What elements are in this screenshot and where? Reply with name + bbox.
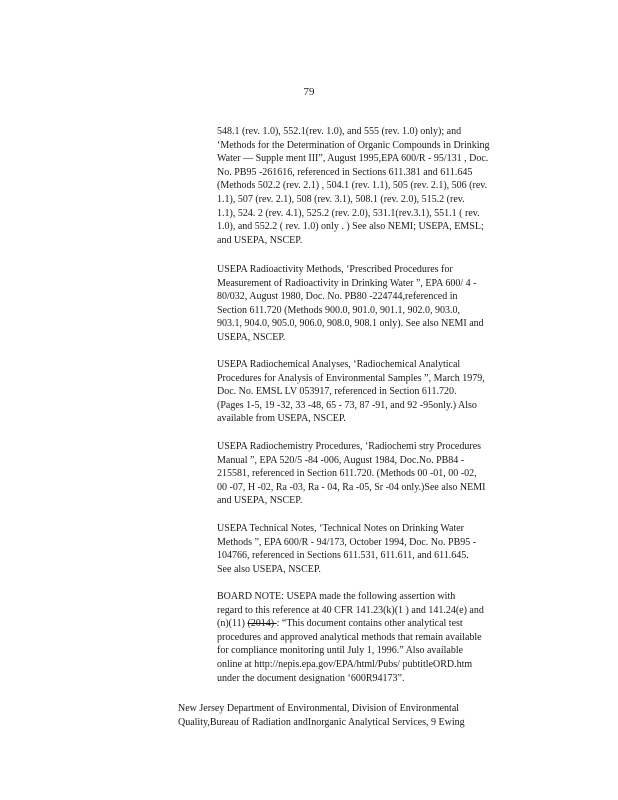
text-line: See also USEPA, NSCEP. [217, 563, 321, 575]
text-line: 215581, referenced in Section 611.720. (Methods 00 -01, 00 -02, [217, 468, 477, 480]
text-line: 80/032, August 1980, Doc. No. PB80 -224744,referenced in [217, 291, 458, 303]
text-line: 00 -07, H -02, Ra -03, Ra - 04, Ra -05, Sr -04 only.)See also NEMI [217, 481, 486, 493]
reference-paragraph-radiochemical-analyses [217, 358, 540, 426]
text-line: for compliance monitoring until July 1, 1996.” Also available [217, 645, 464, 657]
text-line: Procedures for Analysis of Environmental Samples ”, March 1979, [217, 372, 485, 384]
text-line: 903.1, 904.0, 905.0, 906.0, 908.0, 908.1 only). See also NEMI and [217, 318, 484, 330]
text-line [217, 617, 540, 631]
text-line: USEPA Radiochemistry Procedures, ‘Radiochemi stry Procedures [217, 441, 482, 452]
note-citation-text: (n)(11) [217, 618, 248, 630]
text-line: USEPA, NSCEP. [217, 331, 286, 343]
text-line: No. PB95 -261616, referenced in Sections 611.381 and 611.645 [217, 166, 473, 178]
text-line: online at http://nepis.epa.gov/EPA/html/Pubs/ pubtitleORD.htm [217, 658, 473, 670]
text-line: Doc. No. EMSL LV 053917, referenced in Section 611.720. [217, 386, 457, 398]
text-line: Section 611.720 (Methods 900.0, 901.0, 901.1, 902.0, 903.0, [217, 304, 460, 316]
text-line: under the document designation ‘600R94173”. [217, 672, 405, 684]
text-line: and USEPA, NSCEP. [217, 495, 303, 507]
text-line: Measurement of Radioactivity in Drinking Water ”, EPA 600/ 4 - [217, 277, 477, 289]
text-line: BOARD NOTE: USEPA made the following assertion with [217, 591, 456, 602]
board-note-paragraph [217, 590, 540, 685]
text-line: (Pages 1-5, 19 -32, 33 -48, 65 - 73, 87 -91, and 92 -95only.) Also [217, 399, 477, 411]
text-line: 104766, referenced in Sections 611.531, 611.611, and 611.645. [217, 550, 469, 562]
text-line: USEPA Radiochemical Analyses, ‘Radiochemical Analytical [217, 359, 461, 370]
reference-paragraph-radiochemistry-procedures [217, 440, 540, 508]
note-quote-text: : “This document contains other analytical test [276, 618, 463, 630]
reference-paragraph-new-jersey [178, 702, 498, 729]
text-line: Manual ”, EPA 520/5 -84 -006, August 1984, Doc.No. PB84 - [217, 454, 465, 466]
text-line: USEPA Technical Notes, ‘Technical Notes on Drinking Water [217, 523, 465, 534]
text-line: 1.1), 507 (rev. 2.1), 508 (rev. 3.1), 508.1 (rev. 2.0), 515.2 (rev. [217, 193, 465, 205]
text-line: regard to this reference at 40 CFR 141.23(k)(1 ) and 141.24(e) and [217, 604, 484, 616]
text-line: Methods ”, EPA 600/R - 94/173, October 1994, Doc. No. PB95 - [217, 536, 477, 548]
reference-paragraph-radioactivity-methods [217, 263, 540, 345]
text-line: procedures and approved analytical methods that remain available [217, 631, 482, 643]
reference-paragraph-organic-methods [217, 125, 540, 247]
text-line: and USEPA, NSCEP. [217, 234, 303, 246]
text-line: New Jersey Department of Environmental, Division of Environmental [178, 703, 460, 714]
struck-text: (2014) [247, 618, 277, 630]
text-line: available from USEPA, NSCEP. [217, 413, 346, 425]
text-line: 1.0), and 552.2 ( rev. 1.0) only . ) See also NEMI; USEPA, EMSL; [217, 221, 484, 233]
text-line: 548.1 (rev. 1.0), 552.1(rev. 1.0), and 555 (rev. 1.0) only); and [217, 126, 462, 137]
reference-paragraph-technical-notes [217, 522, 540, 576]
text-line: Quality,Bureau of Radiation andInorganic Analytical Services, 9 Ewing [178, 716, 465, 728]
text-line: ‘Methods for the Determination of Organic Compounds in Drinking [217, 139, 490, 151]
text-line: USEPA Radioactivity Methods, ‘Prescribed Procedures for [217, 264, 453, 275]
page-number: 79 [303, 86, 315, 98]
text-line: Water — Supple ment III”, August 1995,EPA 600/R - 95/131 , Doc. [217, 153, 489, 165]
text-line: 1.1), 524. 2 (rev. 4.1), 525.2 (rev. 2.0), 531.1(rev.3.1), 551.1 ( rev. [217, 207, 480, 219]
text-line: (Methods 502.2 (rev. 2.1) , 504.1 (rev. 1.1), 505 (rev. 2.1), 506 (rev. [217, 180, 488, 192]
